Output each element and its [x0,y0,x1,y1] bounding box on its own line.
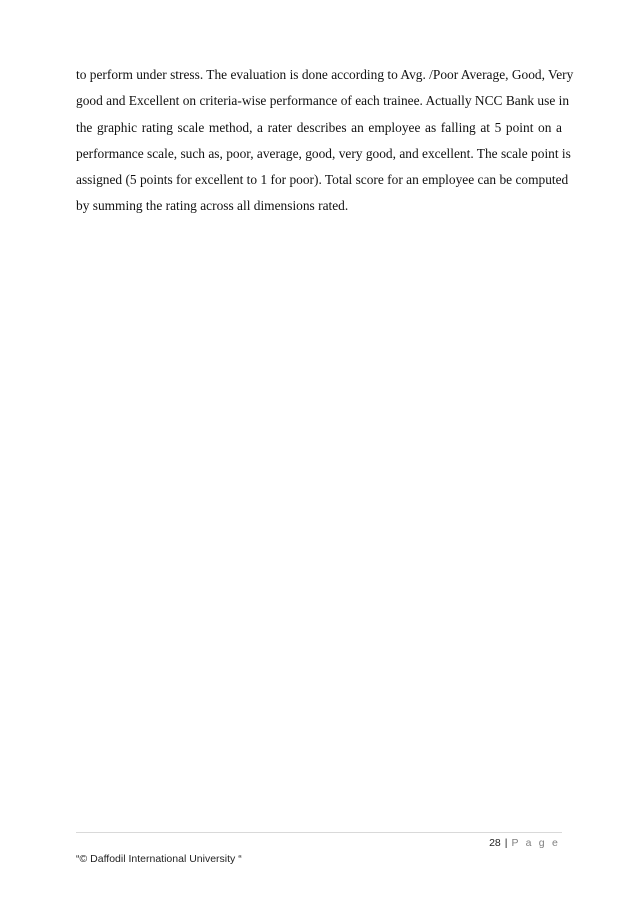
page-number-footer [489,837,560,849]
body-paragraph [76,62,574,220]
paragraph-line: performance scale, such as, poor, average, good, very good, and excellent. The scale point is [76,145,571,161]
footer-divider [76,832,562,833]
paragraph-line: good and Excellent on criteria-wise performance of each trainee. Actually NCC Bank use in [76,93,570,109]
page-label: P a g e [511,837,560,849]
page-number-separator: | [504,837,508,849]
page-number: 28 [489,837,501,849]
paragraph-line: assigned (5 points for excellent to 1 for poor). Total score for an employee can be computed [76,172,569,188]
copyright-footer: “© Daffodil International University “ [76,853,242,865]
paragraph-line: by summing the rating across all dimensions rated. [76,198,349,214]
paragraph-line: to perform under stress. The evaluation is done according to Avg. /Poor Average, Good, Very [76,67,574,82]
paragraph-line: the graphic rating scale method, a rater describes an employee as falling at 5 point on a [76,119,562,135]
